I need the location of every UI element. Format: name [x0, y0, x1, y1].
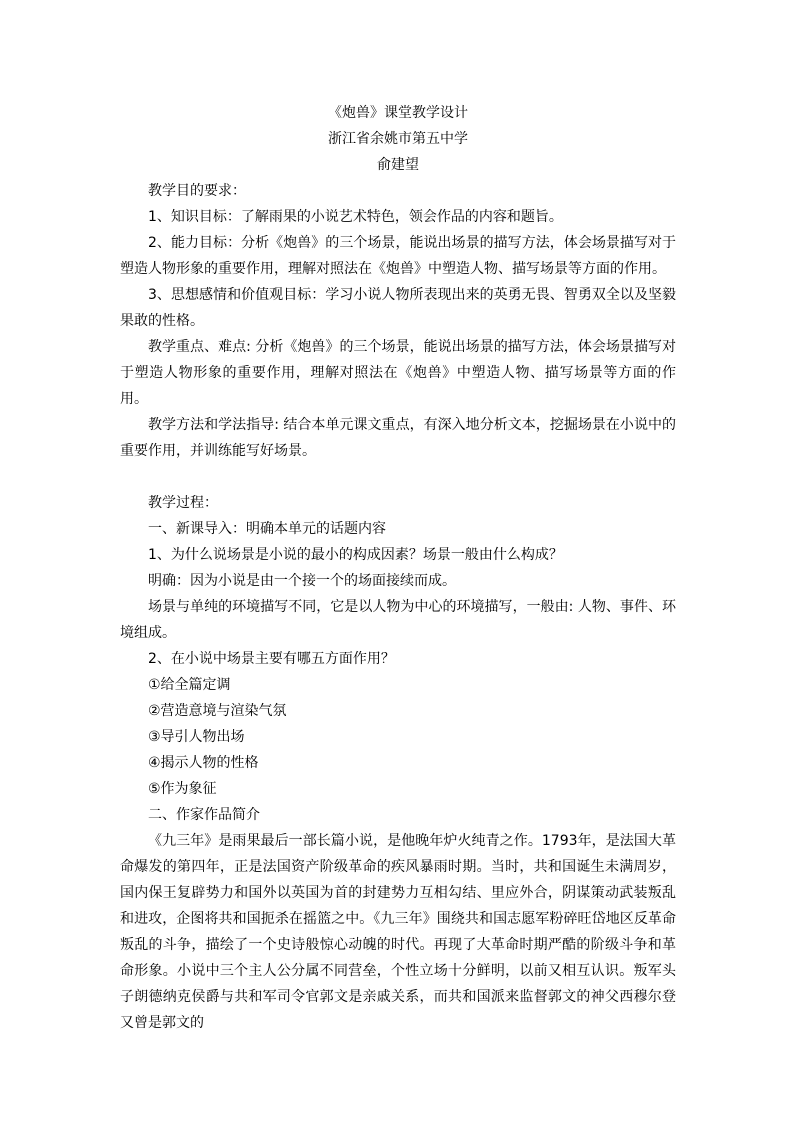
process-heading: 教学过程：: [148, 495, 218, 511]
section1-title: 一、新课导入：明确本单元的话题内容: [148, 521, 386, 537]
function-item: ②营造意境与渲染气氛: [148, 703, 287, 719]
function-item: ④揭示人物的性格: [148, 755, 259, 771]
key-points: 教学重点、难点: 分析《炮兽》的三个场景，能说出场景的描写方法，体会场景描写对于塑造人物形象的重要作用，理解对照法在《炮兽》中塑造人物、描写场景等方面的作用。: [120, 339, 676, 407]
function-item: ⑤作为象征: [148, 781, 217, 797]
objective-values: 3、思想感情和价值观目标：学习小说人物所表现出来的英勇无畏、智勇双全以及坚毅果敢的性格。: [120, 287, 676, 329]
question-2: 2、在小说中场景主要有哪五方面作用？: [148, 651, 395, 667]
document-page: [120, 100, 676, 1036]
function-item: ③导引人物出场: [148, 729, 245, 745]
section2-title: 二、作家作品简介: [148, 807, 260, 823]
function-item: ①给全篇定调: [148, 677, 231, 693]
objective-ability: 2、能力目标：分析《炮兽》的三个场景，能说出场景的描写方法，体会场景描写对于塑造人物形象的重要作用，理解对照法在《炮兽》中塑造人物、描写场景等方面的作用。: [120, 235, 676, 277]
question-1: 1、为什么说场景是小说的最小的构成因素？场景一般由什么构成？: [148, 547, 563, 563]
answer-1-detail: 场景与单纯的环境描写不同，它是以人物为中心的环境描写，一般由: 人物、事件、环境组成。: [120, 599, 676, 641]
answer-1: 明确：因为小说是由一个接一个的场面接续而成。: [148, 573, 456, 589]
teaching-methods: 教学方法和学法指导: 结合本单元课文重点，有深入地分析文本，挖掘场景在小说中的重要作用，并训练能写好场景。: [120, 417, 676, 459]
blank-line: [120, 464, 676, 490]
objective-knowledge: 1、知识目标：了解雨果的小说艺术特色，领会作品的内容和题旨。: [148, 209, 563, 225]
school-name: 浙江省余姚市第五中学: [328, 131, 468, 147]
objectives-heading: 教学目的要求：: [148, 183, 246, 199]
document-title: 《炮兽》课堂教学设计: [328, 105, 468, 121]
author-name: 俞建望: [377, 157, 419, 173]
author-work-intro: 《九三年》是雨果最后一部长篇小说，是他晚年炉火纯青之作。1793年，是法国大革命爆发的第四年，正是法国资产阶级革命的疾风暴雨时期。当时，共和国诞生未满周岁，国内保王复辟势力和国外以英国为首的封建势力互相勾结、里应外合，阴谋策动武装叛乱和进攻，企图将共和国扼杀在摇篮之中。《九三年》围绕共和国志愿军粉碎旺岱地区反革命叛乱的斗争，描绘了一个史诗般惊心动魄的时代。再现了大革命时期严酷的阶级斗争和革命形象。小说中三个主人公分属不同营垒，个性立场十分鲜明，以前又相互认识。叛军头子朗德纳克侯爵与共和军司令官郭文是亲戚关系，而共和国派来监督郭文的神父西穆尔登又曾是郭文的: [120, 833, 676, 1031]
